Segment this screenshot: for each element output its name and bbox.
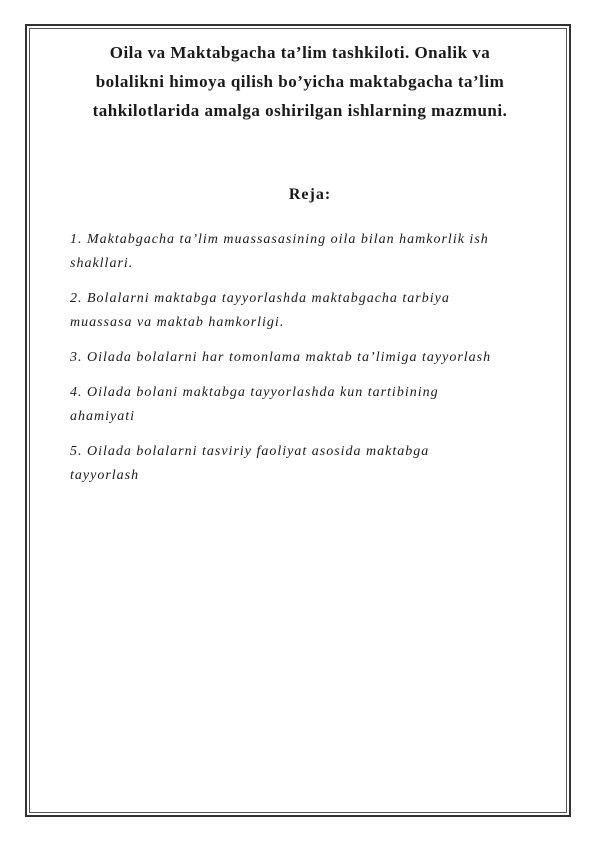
plan-item bbox=[70, 440, 560, 488]
plan-item-line: 2. Bolalarni maktabga tayyorlashda maktabgacha tarbiya bbox=[70, 291, 450, 306]
plan-item-line: muassasa va maktab hamkorligi. bbox=[70, 315, 285, 330]
plan-item bbox=[70, 228, 560, 276]
plan-item-line: shakllari. bbox=[70, 256, 134, 271]
title-line: Oila va Maktabgacha ta’lim tashkiloti. Onalik va bbox=[109, 43, 491, 62]
plan-list bbox=[70, 228, 560, 499]
plan-item-line: 1. Maktabgacha ta’lim muassasasining oila bilan hamkorlik ish bbox=[70, 232, 489, 247]
plan-item-line: ahamiyati bbox=[70, 409, 135, 424]
plan-item-line: 3. Oilada bolalarni har tomonlama maktab ta’limiga tayyorlash bbox=[70, 350, 492, 365]
plan-item-line: tayyorlash bbox=[70, 468, 140, 483]
title-line: bolalikni himoya qilish bo’yicha maktabgacha ta’lim bbox=[95, 72, 505, 91]
title-line: tahkilotlarida amalga oshirilgan ishlarning mazmuni. bbox=[92, 101, 508, 120]
plan-item bbox=[70, 346, 560, 370]
document-title bbox=[60, 38, 540, 125]
plan-item bbox=[70, 381, 560, 429]
plan-heading: Reja: bbox=[288, 186, 332, 203]
plan-item bbox=[70, 287, 560, 335]
plan-item-line: 5. Oilada bolalarni tasviriy faoliyat asosida maktabga bbox=[70, 444, 430, 459]
plan-item-line: 4. Oilada bolani maktabga tayyorlashda kun tartibining bbox=[70, 385, 439, 400]
